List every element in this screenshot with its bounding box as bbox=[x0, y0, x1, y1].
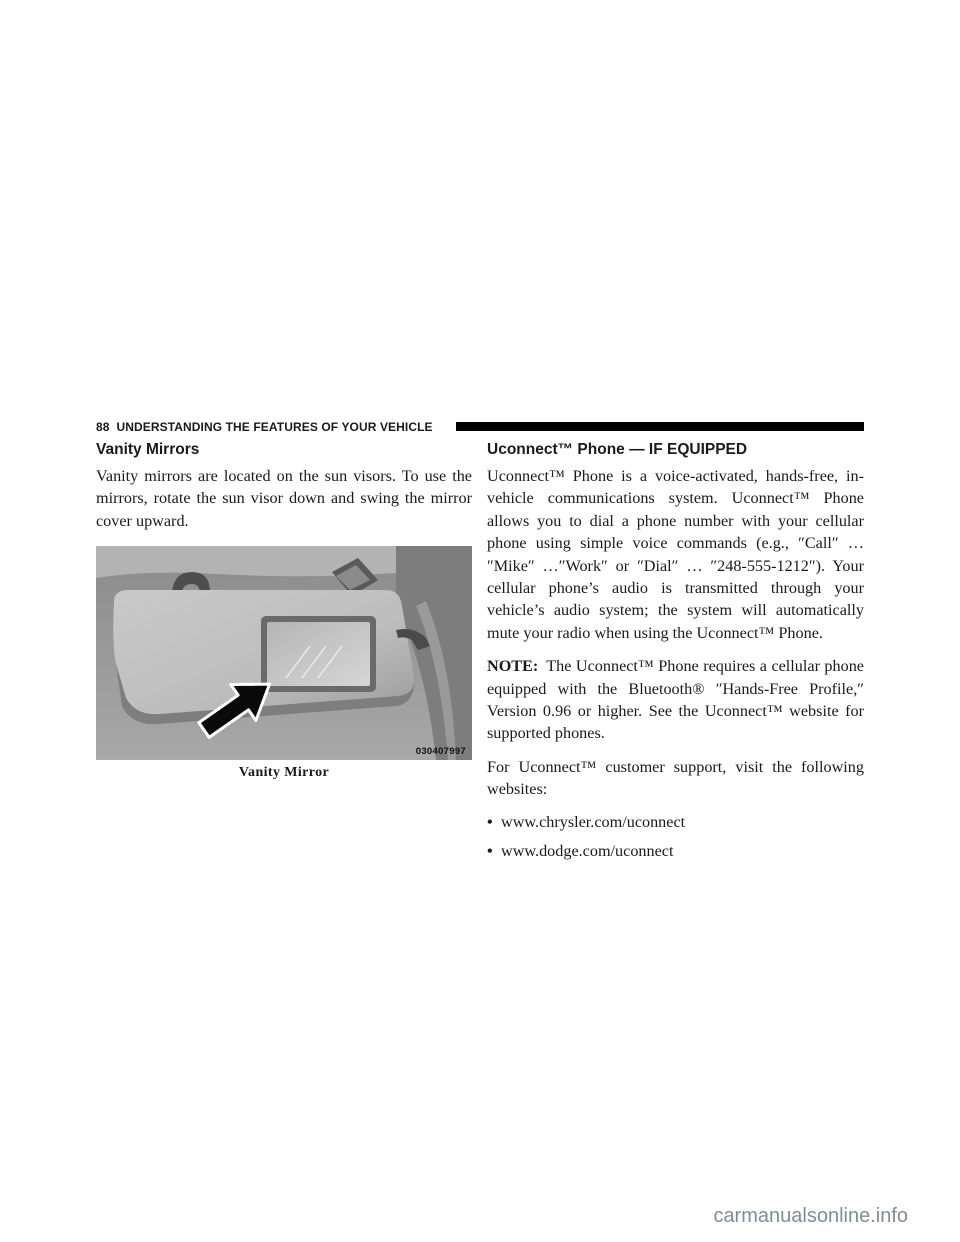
website-link[interactable]: www.chrysler.com/uconnect bbox=[501, 812, 686, 831]
uconnect-heading: Uconnect™ Phone — IF EQUIPPED bbox=[487, 441, 748, 458]
uconnect-paragraph: Uconnect™ Phone is a voice-activated, hands-free, in-vehicle communications system. Uconnect™ Phone allows you to dial a phone number with your cellular phone using simple voice commands (e.g., ″Call″ … ″Mike″ …″Work″ or ″Dial″ … ″248-555-1212″). Your cellular phone’s audio is transmitted through your vehicle’s audio system; the system will automatically mute your radio when using the Uconnect™ Phone. bbox=[487, 467, 864, 642]
left-column bbox=[96, 440, 472, 781]
section-title: UNDERSTANDING THE FEATURES OF YOUR VEHICLE bbox=[116, 420, 433, 434]
list-item bbox=[487, 840, 864, 862]
right-column bbox=[487, 440, 864, 869]
website-list bbox=[487, 811, 864, 862]
vanity-mirror-figure bbox=[96, 546, 472, 760]
page-number: 88 bbox=[96, 420, 110, 434]
vanity-mirrors-paragraph: Vanity mirrors are located on the sun visors. To use the mirrors, rotate the sun visor down and swing the mirror cover upward. bbox=[96, 467, 472, 530]
support-paragraph: For Uconnect™ customer support, visit the following websites: bbox=[487, 757, 864, 799]
bullet: • bbox=[487, 812, 493, 831]
note-paragraph bbox=[487, 655, 864, 745]
page-header-label bbox=[96, 419, 433, 435]
watermark: carmanualsonline.info bbox=[713, 1205, 908, 1227]
list-item bbox=[487, 811, 864, 833]
header-rule bbox=[456, 422, 864, 431]
note-text: The Uconnect™ Phone requires a cellular phone equipped with the Bluetooth® ″Hands-Free Profile,″ Version 0.96 or higher. See the Uconnect™ website for supported phones. bbox=[487, 657, 864, 743]
website-link[interactable]: www.dodge.com/uconnect bbox=[501, 841, 674, 860]
figure-caption: Vanity Mirror bbox=[238, 765, 330, 781]
page-header bbox=[96, 419, 864, 437]
vanity-mirrors-heading: Vanity Mirrors bbox=[96, 441, 200, 458]
note-label: NOTE: bbox=[487, 657, 539, 676]
figure-code: 030407997 bbox=[415, 746, 466, 758]
bullet: • bbox=[487, 841, 493, 860]
vanity-mirror-illustration bbox=[96, 546, 472, 760]
